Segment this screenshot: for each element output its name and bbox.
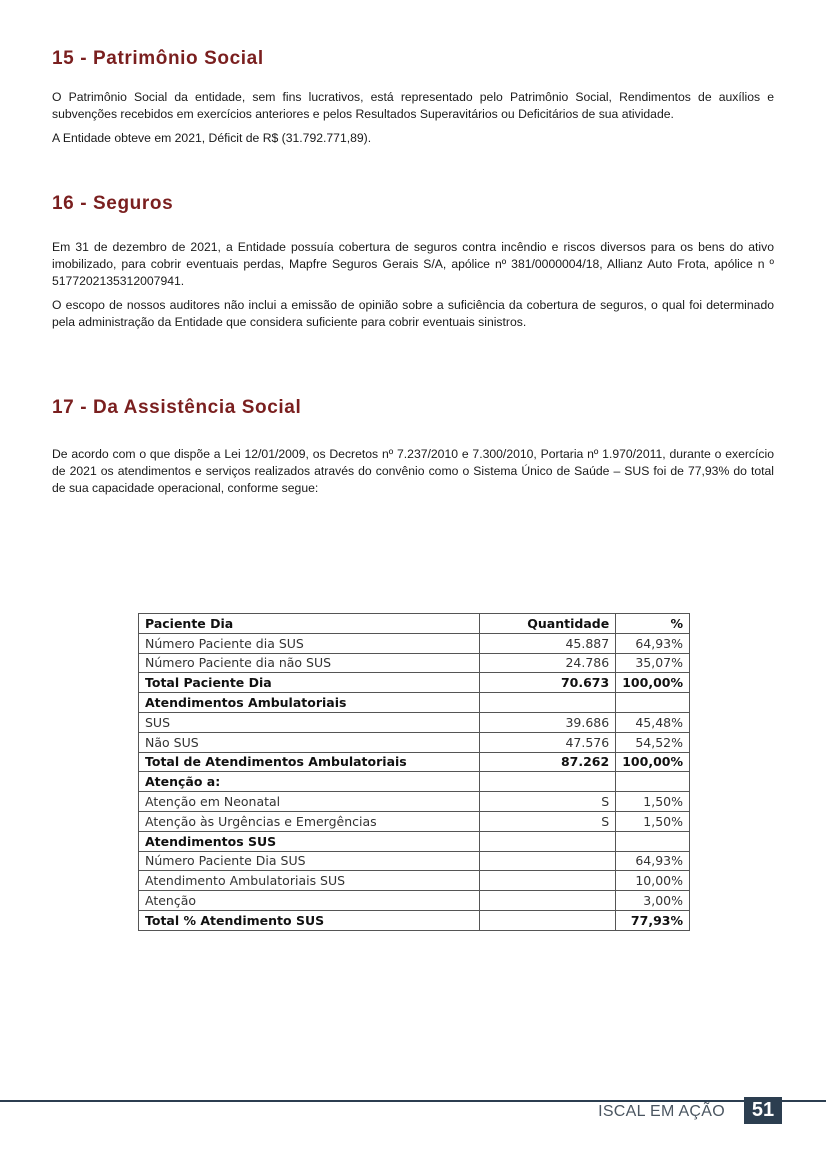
row-percent: 77,93% bbox=[616, 910, 690, 930]
row-label: Total de Atendimentos Ambulatoriais bbox=[139, 752, 480, 772]
table-row bbox=[139, 653, 690, 673]
row-quantity bbox=[480, 910, 616, 930]
footer-publication-name: ISCAL EM AÇÃO bbox=[598, 1103, 725, 1120]
row-percent: 100,00% bbox=[616, 752, 690, 772]
table-row bbox=[139, 831, 690, 851]
row-quantity bbox=[480, 772, 616, 792]
table-row bbox=[139, 732, 690, 752]
section-16-paragraph-1: Em 31 de dezembro de 2021, a Entidade possuía cobertura de seguros contra incêndio e riscos diversos para os bens do ativo imobilizado, para cobrir eventuais perdas, Mapfre Seguros Gerais S/A, apólice nº 381/0000004/18, Allianz Auto Frota, apólice n º 5177202135312007941. bbox=[52, 240, 774, 288]
row-percent: 54,52% bbox=[616, 732, 690, 752]
row-quantity bbox=[480, 693, 616, 713]
row-percent: % bbox=[616, 614, 690, 634]
row-percent: 1,50% bbox=[616, 792, 690, 812]
row-label: SUS bbox=[139, 712, 480, 732]
row-quantity: 39.686 bbox=[480, 712, 616, 732]
row-label: Atenção bbox=[139, 891, 480, 911]
table-row bbox=[139, 871, 690, 891]
section-16-paragraph-2: O escopo de nossos auditores não inclui a emissão de opinião sobre a suficiência da cobertura de seguros, o qual foi determinado pela administração da Entidade que considera suficiente para cobrir eventuais sinistros. bbox=[52, 298, 774, 329]
table-row bbox=[139, 851, 690, 871]
table-row bbox=[139, 910, 690, 930]
table-row bbox=[139, 792, 690, 812]
row-label: Paciente Dia bbox=[139, 614, 480, 634]
row-label: Número Paciente dia SUS bbox=[139, 633, 480, 653]
row-percent: 10,00% bbox=[616, 871, 690, 891]
row-percent: 1,50% bbox=[616, 811, 690, 831]
row-percent bbox=[616, 693, 690, 713]
row-label: Não SUS bbox=[139, 732, 480, 752]
row-label: Atenção em Neonatal bbox=[139, 792, 480, 812]
table-row bbox=[139, 673, 690, 693]
row-quantity: 87.262 bbox=[480, 752, 616, 772]
row-label: Número Paciente Dia SUS bbox=[139, 851, 480, 871]
row-quantity bbox=[480, 851, 616, 871]
row-percent: 3,00% bbox=[616, 891, 690, 911]
row-label: Atenção às Urgências e Emergências bbox=[139, 811, 480, 831]
row-quantity bbox=[480, 831, 616, 851]
row-quantity bbox=[480, 891, 616, 911]
row-quantity: 47.576 bbox=[480, 732, 616, 752]
row-label: Atendimentos SUS bbox=[139, 831, 480, 851]
row-percent bbox=[616, 831, 690, 851]
row-label: Atendimentos Ambulatoriais bbox=[139, 693, 480, 713]
row-quantity: S bbox=[480, 792, 616, 812]
section-17-paragraph-1: De acordo com o que dispõe a Lei 12/01/2009, os Decretos nº 7.237/2010 e 7.300/2010, Portaria nº 1.970/2011, durante o exercício de 2021 os atendimentos e serviços realizados através do convênio como o Sistema Único de Saúde – SUS foi de 77,93% do total de sua capacidade operacional, conforme segue: bbox=[52, 447, 774, 495]
row-percent: 100,00% bbox=[616, 673, 690, 693]
section-16-title: 16 - Seguros bbox=[52, 193, 174, 214]
table-row bbox=[139, 712, 690, 732]
row-quantity: 24.786 bbox=[480, 653, 616, 673]
table-row bbox=[139, 811, 690, 831]
row-percent: 45,48% bbox=[616, 712, 690, 732]
section-15-paragraph-1: O Patrimônio Social da entidade, sem fins lucrativos, está representado pelo Patrimônio Social, Rendimentos de auxílios e subvenções recebidos em exercícios anteriores e pelos Resultados Superavitários ou Deficitários de sua atividade. bbox=[52, 90, 774, 121]
footer-divider bbox=[0, 1100, 826, 1102]
section-17-title: 17 - Da Assistência Social bbox=[52, 397, 302, 418]
row-quantity: Quantidade bbox=[480, 614, 616, 634]
row-label: Número Paciente dia não SUS bbox=[139, 653, 480, 673]
sus-attendance-table bbox=[138, 613, 690, 931]
row-quantity: 70.673 bbox=[480, 673, 616, 693]
page-number: 51 bbox=[744, 1097, 782, 1124]
row-quantity bbox=[480, 871, 616, 891]
table-row bbox=[139, 891, 690, 911]
section-15-paragraph-2: A Entidade obteve em 2021, Déficit de R$ (31.792.771,89). bbox=[52, 131, 372, 145]
row-percent bbox=[616, 772, 690, 792]
row-percent: 64,93% bbox=[616, 851, 690, 871]
row-label: Atenção a: bbox=[139, 772, 480, 792]
section-15-title: 15 - Patrimônio Social bbox=[52, 48, 264, 69]
row-label: Total Paciente Dia bbox=[139, 673, 480, 693]
table-row bbox=[139, 752, 690, 772]
table-row bbox=[139, 693, 690, 713]
table-row bbox=[139, 614, 690, 634]
table-row bbox=[139, 633, 690, 653]
row-percent: 35,07% bbox=[616, 653, 690, 673]
row-quantity: S bbox=[480, 811, 616, 831]
row-label: Total % Atendimento SUS bbox=[139, 910, 480, 930]
row-percent: 64,93% bbox=[616, 633, 690, 653]
row-label: Atendimento Ambulatoriais SUS bbox=[139, 871, 480, 891]
row-quantity: 45.887 bbox=[480, 633, 616, 653]
table-row bbox=[139, 772, 690, 792]
